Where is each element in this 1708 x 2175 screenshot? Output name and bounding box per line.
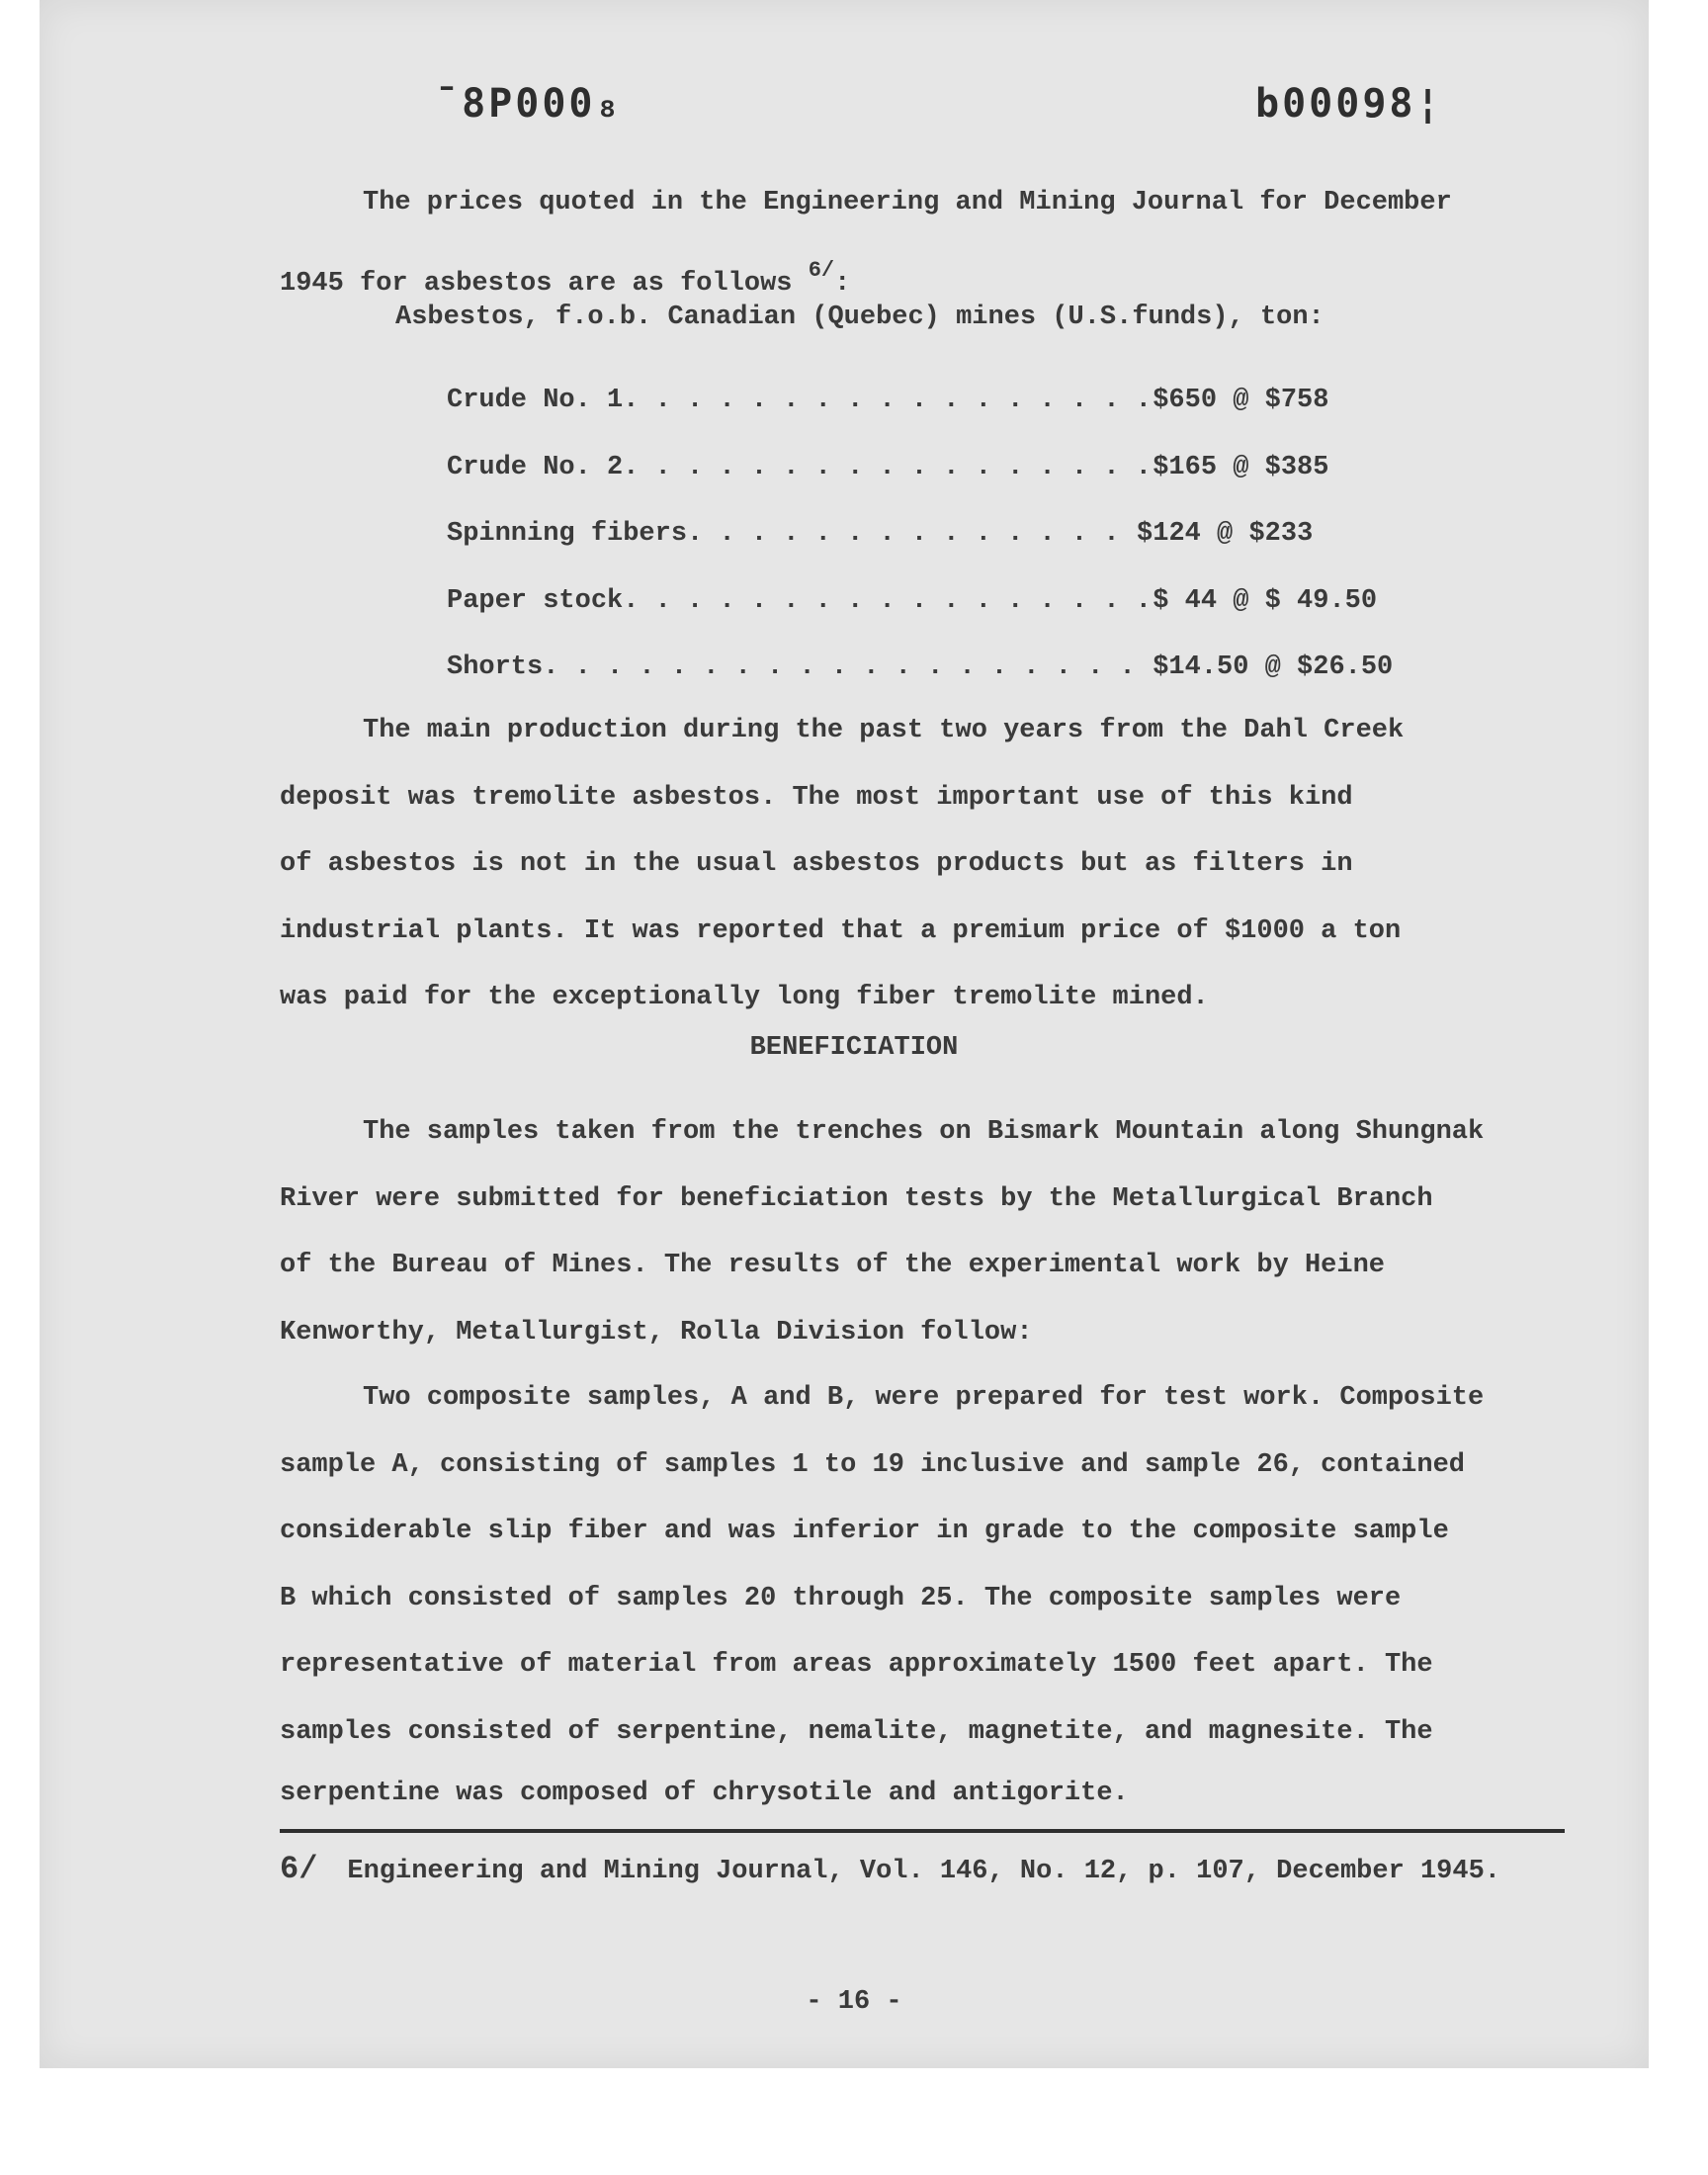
paragraph-line: The main production during the past two years from the Dahl Creek <box>363 716 1405 745</box>
composite-paragraph <box>280 1365 1545 1821</box>
footnote-divider <box>280 1829 1565 1833</box>
price-row-price: $ 44 @ $ 49.50 <box>1153 585 1378 616</box>
price-row <box>447 435 1534 502</box>
price-row-name: Crude No. 1 <box>447 386 624 415</box>
paragraph-line: Kenworthy, Metallurgist, Rolla Division follow: <box>280 1317 1033 1348</box>
paragraph-line: considerable slip fiber and was inferior in grade to the composite sample <box>280 1517 1449 1546</box>
paragraph-line: industrial plants. It was reported that a premium price of $1000 a ton <box>280 915 1402 946</box>
footnote-mark: 6/ <box>280 1851 318 1887</box>
price-row-name: Crude No. 2 <box>447 452 624 482</box>
price-row-price: $124 @ $233 <box>1137 519 1314 549</box>
price-row <box>447 568 1534 636</box>
paragraph-line: Two composite samples, A and B, were prepared for test work. Composite <box>363 1383 1485 1413</box>
paragraph-line: The samples taken from the trenches on Bismark Mountain along Shungnak <box>363 1117 1485 1147</box>
paragraph-line: of the Bureau of Mines. The results of the experimental work by Heine <box>280 1251 1385 1280</box>
price-row-price: $650 @ $758 <box>1153 386 1329 415</box>
paragraph-line: representative of material from areas approximately 1500 feet apart. The <box>280 1650 1433 1680</box>
price-row <box>447 635 1534 702</box>
price-row <box>447 368 1534 435</box>
section-heading: BENEFICIATION <box>749 1033 959 1063</box>
samples-paragraph <box>280 1099 1545 1366</box>
paragraph-line: deposit was tremolite asbestos. The most important use of this kind <box>280 782 1353 813</box>
leader-dots <box>623 568 1153 636</box>
leader-dots <box>623 435 1153 502</box>
paragraph-line: of asbestos is not in the usual asbestos products but as filters in <box>280 849 1353 879</box>
paragraph-line: serpentine was composed of chrysotile and antigorite. <box>280 1779 1129 1808</box>
intro-paragraph <box>280 170 1545 317</box>
production-paragraph <box>280 698 1545 1032</box>
intro-line-2-suffix: : <box>834 268 851 299</box>
footnote <box>280 1851 1500 1887</box>
price-row-name: Paper stock <box>447 585 624 616</box>
intro-line-1: The prices quoted in the Engineering and Mining Journal for December <box>363 188 1452 218</box>
paragraph-line: sample A, consisting of samples 1 to 19 inclusive and sample 26, contained <box>280 1449 1465 1480</box>
leader-dots <box>687 501 1137 568</box>
price-row-price: $14.50 @ $26.50 <box>1153 652 1394 682</box>
document-stamp-left: ¯8P000₈ <box>435 81 623 127</box>
leader-dots <box>543 635 1153 702</box>
price-row-name: Shorts <box>447 652 544 682</box>
price-row-price: $165 @ $385 <box>1153 452 1329 482</box>
price-table <box>447 368 1534 702</box>
intro-line-2-prefix: 1945 for asbestos are as follows <box>280 268 793 299</box>
price-table-title: Asbestos, f.o.b. Canadian (Quebec) mines (U.S.funds), ton: <box>395 303 1324 332</box>
footnote-text: Engineering and Mining Journal, Vol. 146, No. 12, p. 107, December 1945. <box>347 1857 1500 1886</box>
paragraph-line: B which consisted of samples 20 through 25. The composite samples were <box>280 1583 1402 1613</box>
paragraph-line: was paid for the exceptionally long fiber tremolite mined. <box>280 983 1209 1012</box>
price-row <box>447 501 1534 568</box>
footnote-reference: 6/ <box>808 257 835 283</box>
leader-dots <box>623 368 1153 435</box>
paragraph-line: River were submitted for beneficiation tests by the Metallurgical Branch <box>280 1183 1433 1214</box>
document-stamp-right: b00098¦ <box>1255 81 1443 127</box>
page-number: - 16 - <box>806 1987 902 2017</box>
price-row-name: Spinning fibers <box>447 519 688 549</box>
paragraph-line: samples consisted of serpentine, nemalite, magnetite, and magnesite. The <box>280 1716 1433 1747</box>
